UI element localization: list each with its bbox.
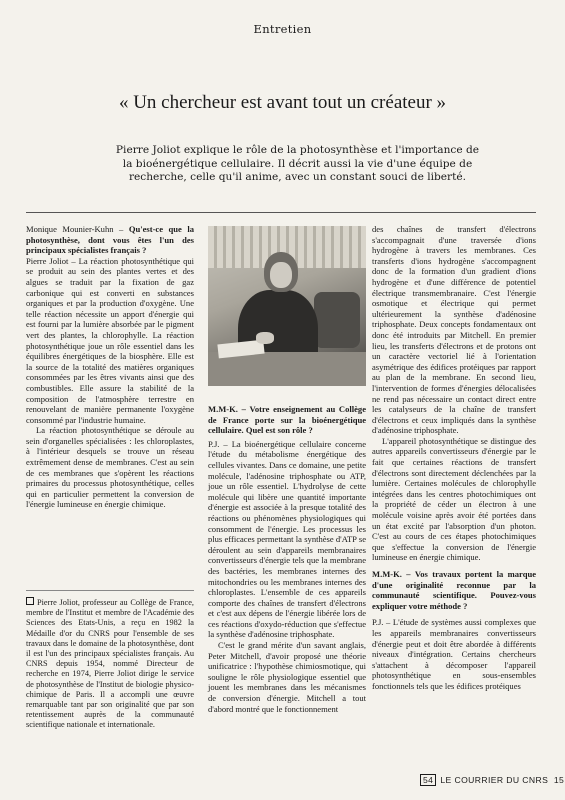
- paragraph-photosynthetic-apparatus: L'appareil photosynthétique se distingue des autres appareils convertisseurs d'énergie par le fait que certaines réactions de transfert d'électrons sont directement déclenchées par la lumière. Certaines molécules de chlorophylle intégrées dans les centres photochimiques ont la propriété de céder un électron à une molécule voisine après avoir été portées dans un état excité par l'absorption d'un photon. C'est au cours de ces étapes photochimiques que s'effectue la conversion de l'énergie lumineuse en énergie chimique.: [372, 435, 536, 563]
- section-label: Entretien: [253, 22, 312, 36]
- question-2: M.M-K. – Votre enseignement au Collège de France porte sur la bioénergétique cellulaire. Quel est son rôle ?: [208, 404, 366, 436]
- bio-separator: [26, 590, 194, 591]
- top-rule: [26, 212, 536, 213]
- answer-2-paragraph-2: C'est le grand mérite d'un savant anglais, Peter Mitchell, d'avoir proposé une théorie unificatrice : l'hypothèse chimiosmotique, qui souligne le rôle physiologique essentiel que jouent les membranes dans les mécanismes de conversion d'énergie. Mitchell a tout d'abord montré que le fonctionnement: [208, 640, 366, 714]
- column-3: [372, 224, 536, 692]
- standfirst: Pierre Joliot explique le rôle de la photosynthèse et l'importance de la bioénergétique cellulaire. Il décrit aussi la vie d'une équipe de recherche, celle qu'il anime, avec un constant souci de liberté.: [115, 144, 480, 184]
- question-1-speaker: Monique Mounier-Kuhn –: [26, 224, 124, 234]
- continued-paragraph: des chaînes de transfert d'électrons s'accompagnait d'une traversée d'ions hydrogène à travers les membranes. Ces transferts d'ions hydrogène s'accompagnent donc de la formation d'un gradient d'ions hydrogène et d'une différence de potentiel électrique transmembranaire. C'est l'énergie osmotique et électrique qui permet ultérieurement la synthèse d'adénosine triphosphate. Deux concepts fondamentaux ont donc été introduits par Mitchell. En premier lieu, les transferts d'électrons et de protons ont un caractère vectoriel lié à l'orientation asymétrique des édifices protéiques par rapport au plan de la membrane. En second lieu, l'intervention de formes d'énergies délocalisées ne rend pas nécessaire un contact direct entre les catalyseurs de la chaîne de transfert d'électrons et ceux impliqués dans la synthèse d'adénosine triphosphate.: [372, 224, 536, 436]
- column-2: [208, 404, 366, 714]
- author-bio-text: Pierre Joliot, professeur au Collège de France, membre de l'Institut et membre de l'Académie des Sciences des Etats-Unis, a reçu en 1982 la Médaille d'or du CNRS pour l'ensemble de ses travaux dans le domaine de la photosynthèse, dont il est l'un des principaux spécialistes français. Au CNRS depuis 1954, nommé Directeur de recherche en 1974, Pierre Joliot dirige le service de photosynthèse de l'Institut de biologie physico-chimique de Paris. Il a accompli une œuvre remarquable tant par son originalité que par son retentissement auprès de la communauté scientifique nationale et internationale.: [26, 598, 194, 730]
- bullet-square-icon: [26, 597, 34, 605]
- question-3: M.M-K. – Vos travaux portent la marque d'une originalité reconnue par la communauté scientifique. Pouvez-vous expliquer votre méthode ?: [372, 569, 536, 611]
- portrait-photo: [208, 226, 366, 386]
- publication-name: LE COURRIER DU CNRS: [440, 775, 549, 785]
- headline: « Un chercheur est avant tout un créateur »: [118, 92, 447, 113]
- answer-3-paragraph: P.J. – L'étude de systèmes aussi complexes que les appareils membranaires convertisseurs d'énergie peut et doit être abordée à différents niveaux d'intégration. Certains chercheurs s'attachent à décomposer l'appareil photosynthétique en sous-ensembles fonctionnels tels que les édifices protéiques: [372, 617, 536, 691]
- question-1: [26, 224, 194, 256]
- answer-1-paragraph-2: La réaction photosynthétique se déroule au sein d'organelles spécialisées : les chloroplastes, à l'intérieur desquels se trouve un réseau extrêmement dense de membranes. C'est au sein de ces membranes que s'opèrent les réactions primaires du processus photosynthétique, celles qui en particulier permettent la conversion de l'énergie lumineuse en énergie chimique.: [26, 425, 194, 510]
- issue-number: 54: [420, 774, 436, 786]
- question-1-text: Qu'est-ce que la photosynthèse, dont vous êtes l'un des principaux spécialistes français ?: [26, 224, 194, 256]
- page-number: 15: [553, 775, 565, 785]
- author-bio: [26, 597, 194, 731]
- page-footer: [420, 775, 564, 785]
- answer-1-paragraph: Pierre Joliot – La réaction photosynthétique qui se produit au sein des plantes vertes et des algues se traduit par la fixation de gaz carbonique qui est converti en substances organiques et par la production d'oxygène. Une telle réaction nécessite un apport d'énergie qui est fourni par la lumière absorbée par le pigment vert des plantes, la chlorophylle. La réaction photosynthétique joue un rôle essentiel dans les équilibres énergétiques de la biosphère. Elle est la source de la totalité des matières organiques consommées par les êtres vivants ainsi que des combustibles. Elle assure la stabilité de la composition de l'atmosphère terrestre en renouvelant de manière permanente l'oxygène consommé par l'industrie humaine.: [26, 255, 194, 425]
- column-1: [26, 224, 194, 510]
- answer-2-paragraph: P.J. – La bioénergétique cellulaire concerne l'étude du métabolisme énergétique des cellules vivantes. Dans ce domaine, une petite molécule, l'adénosine triphosphate ou ATP, joue un rôle essentiel. L'hydrolyse de cette molécule qui libère une quantité importante d'énergie est associée à la presque totalité des réactions ou phénomènes physiologiques qui consomment de l'énergie. Les processus les plus efficaces permettant la synthèse d'ATP se déroulent au sein d'appareils membranaires convertisseurs d'énergie tels que la membrane des bactéries, les membranes internes des mitochondries ou les membranes internes des chloroplastes. L'ensemble de ces appareils comporte des chaînes de transfert d'électrons et c'est aux dépens de l'énergie libérée lors de ces réactions d'oxydo-réduction que s'effectue la synthèse d'adénosine triphosphate.: [208, 438, 366, 640]
